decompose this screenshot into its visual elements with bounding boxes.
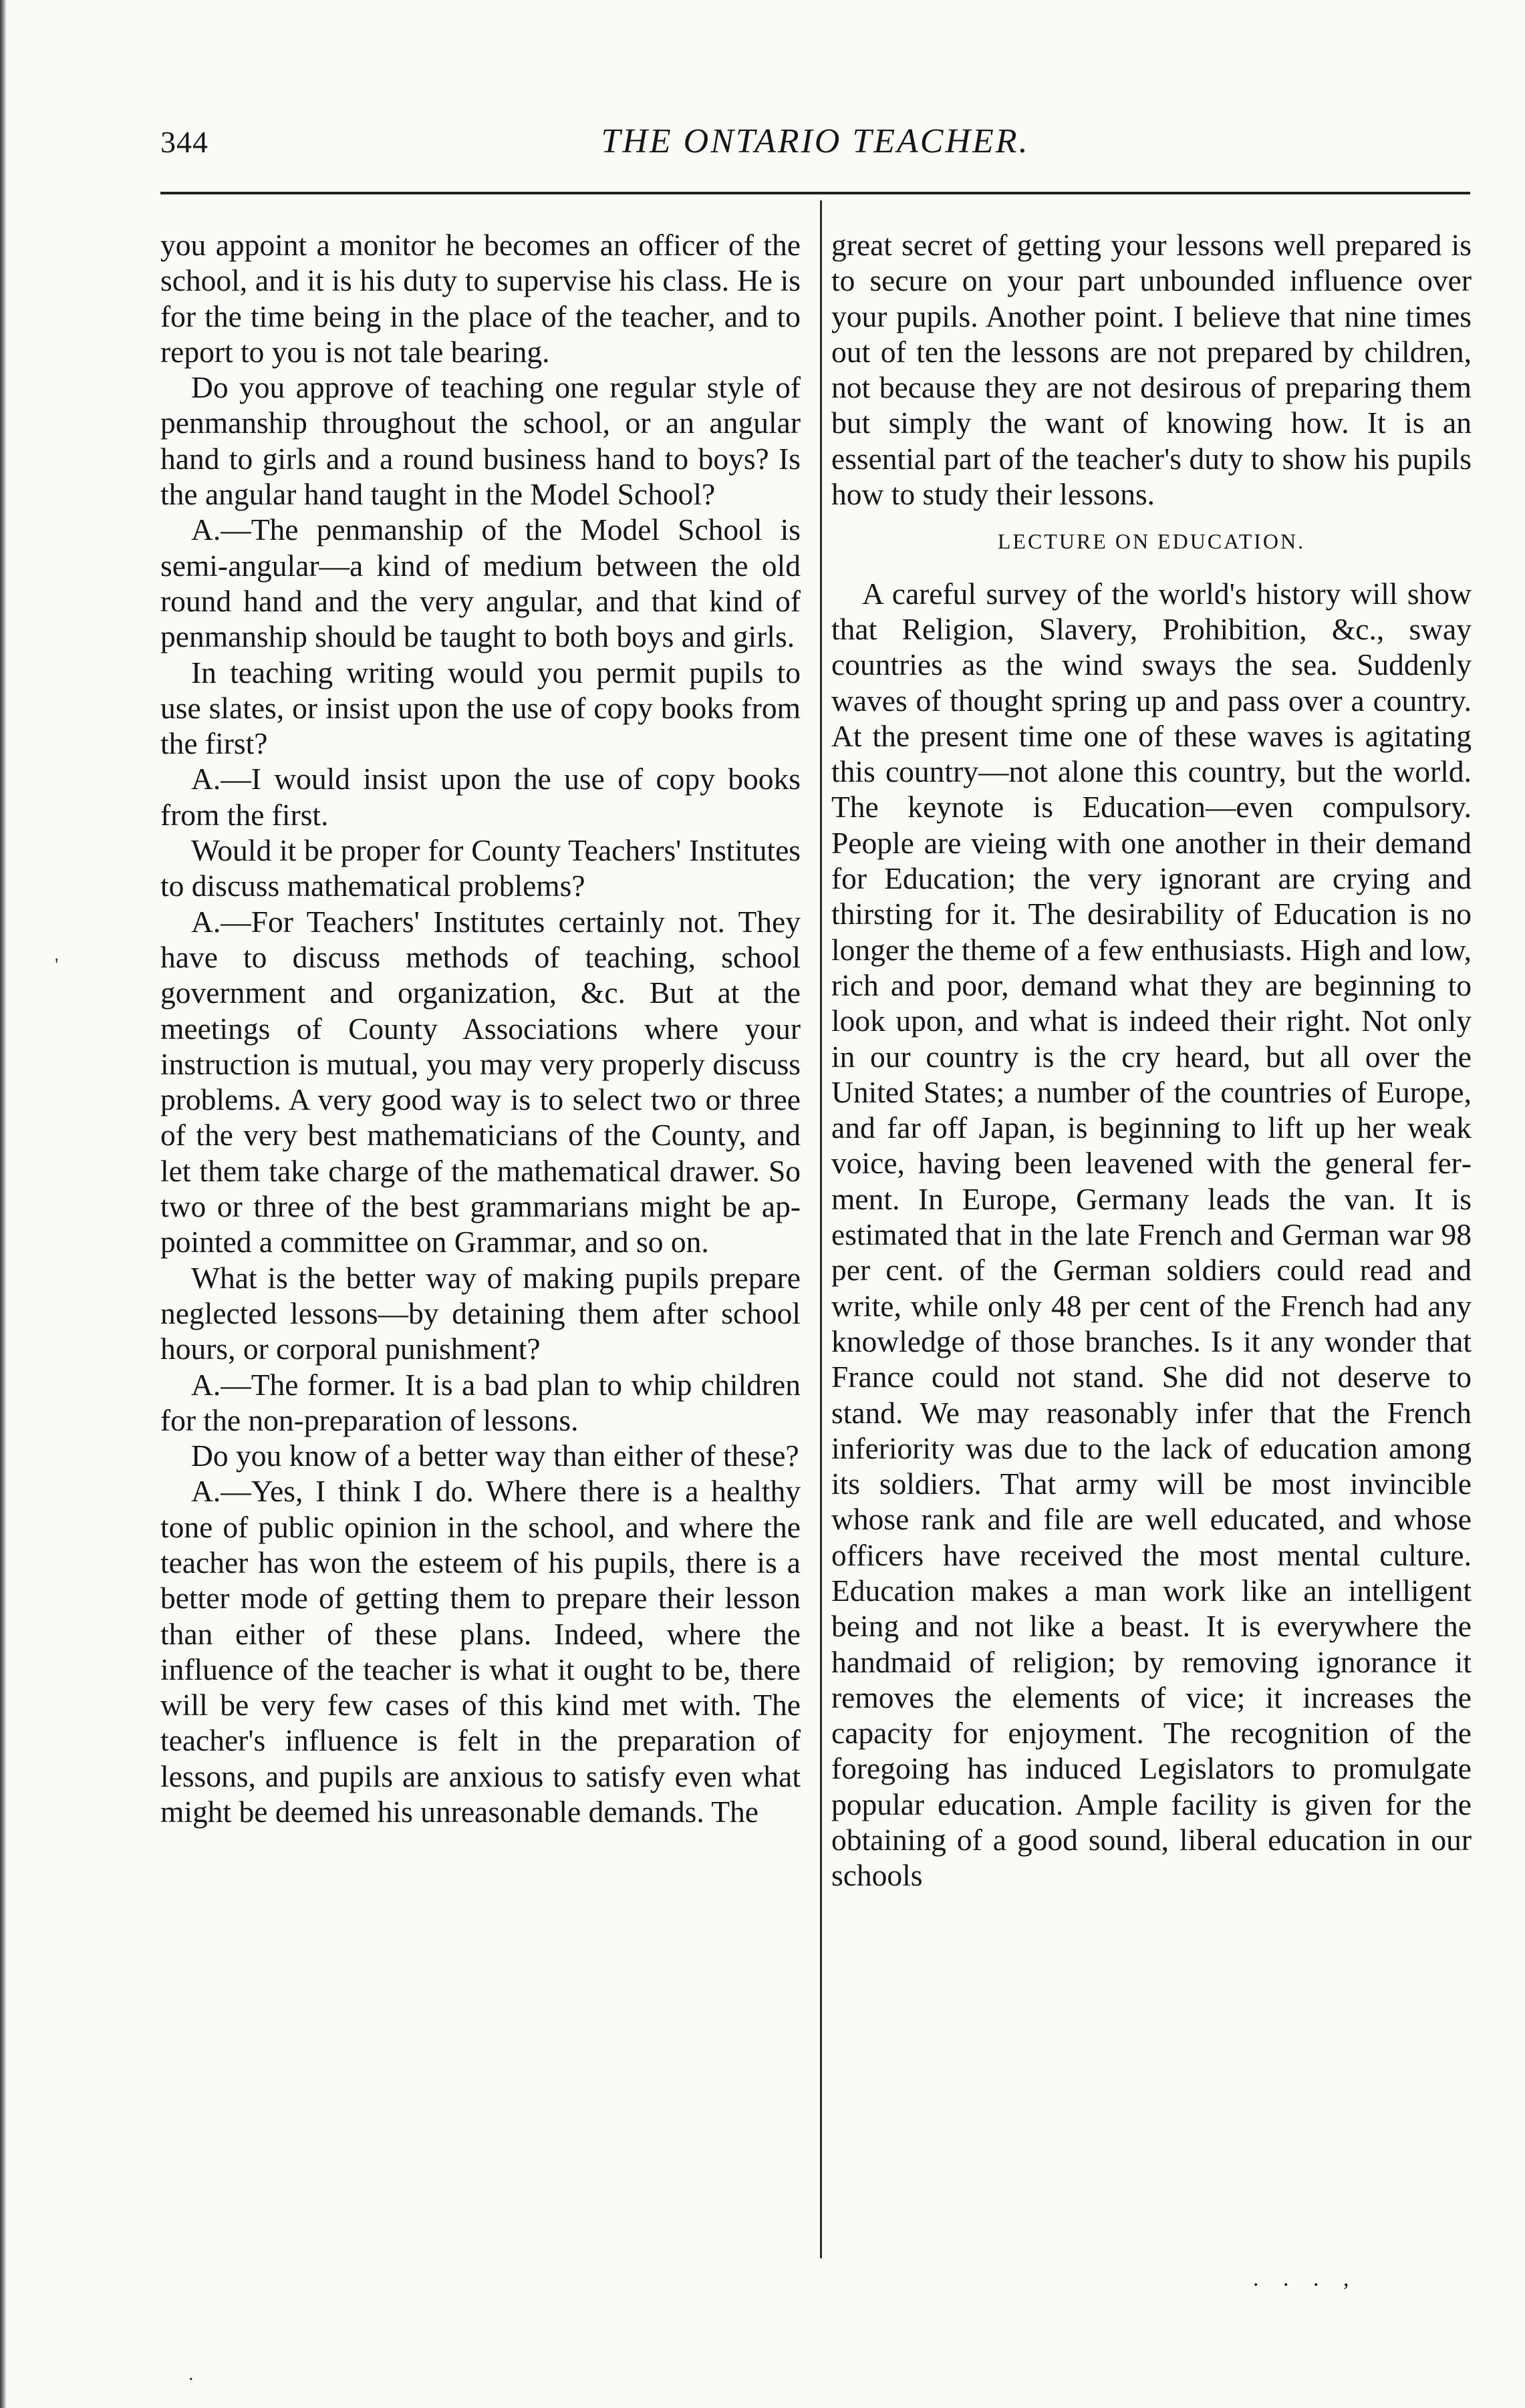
header-rule <box>160 192 1470 194</box>
running-title: THE ONTARIO TEACHER. <box>601 122 1030 160</box>
right-column <box>831 227 1472 1894</box>
print-speck: ' <box>55 954 59 976</box>
paragraph: A.—The former. It is a bad plan to whip children for the non-preparation of lessons. <box>160 1367 801 1437</box>
paragraph: A.—I would insist upon the use of copy books from the first. <box>160 762 801 832</box>
paragraph: Do you know of a better way than either of these? <box>191 1439 799 1473</box>
paragraph: you appoint a monitor he becomes an officer of the school, and it is his duty to supervise his class. He is for the time being in the place of the teacher, and to report to you is not tale bearing. <box>160 228 801 369</box>
paragraph: A.—The penmanship of the Model School is semi-angular—a kind of medium between the old round hand and the very angular, and that kind of penmanship should be taught to both boys and girls. <box>160 512 801 654</box>
paragraph: Would it be proper for County Teachers' Institutes to discuss mathematical problems? <box>160 833 801 903</box>
column-divider <box>820 200 822 2258</box>
paragraph: A.—For Teachers' Institutes certainly not. They have to discuss methods of teaching, school government and organization, &c. But at the meetings of County Associations where your instruction is mutual, you may very properly discuss problems. A very good way is to select two or three of the very best mathematicians of the County, and let them take charge of the mathematical drawer. So two or three of the best grammarians might be appointed a committee on Grammar, and so on. <box>160 904 801 1259</box>
print-speck: . <box>188 2363 194 2385</box>
paragraph: A.—Yes, I think I do. Where there is a healthy tone of public opinion in the school, and where the teacher has won the esteem of his pupils, there is a better mode of getting them to prepare their lesson than either of these plans. Indeed, where the influence of the teacher is what it ought to be, there will be very few cases of this kind met with. The teacher's influence is felt in the preparation of lessons, and pupils are anxious to satisfy even what might be deemed his unreasonable demands. The <box>160 1474 801 1829</box>
page-number: 344 <box>160 125 209 159</box>
print-marks: . . . , <box>1253 2266 1359 2291</box>
paragraph: A careful survey of the world's history will show that Religion, Slavery, Prohibition, &c., sway countries as the wind sways the sea. Suddenly waves of thought spring up and pass over a country. At the present time one of these waves is agitating this country—not alone this country, but the world. The keynote is Education—even compulsory. People are vieing with one another in their demand for Education; the very ignorant are crying and thirsting for it. The desirability of Education is no longer the theme of a few enthusiasts. High and low, rich and poor, demand what they are beginning to look upon, and what is indeed their right. Not only in our country is the cry heard, but all over the United States; a number of the countries of Europe, and far off Japan, is beginning to lift up her weak voice, having been leavened with the general ferment. In Europe, Germany leads the van. It is estimated that in the late French and German war 98 per cent. of the German soldiers could read and write, while only 48 per cent of the French had any knowledge of those branches. Is it any wonder that France could not stand. She did not deserve to stand. We may reasonably infer that the French inferiority was due to the lack of education among its soldiers. That army will be most invincible whose rank and file are well educated, and whose officers have received the most mental culture. Education makes a man work like an intelligent being and not like a beast. It is everywhere the handmaid of religion; by removing ignorance it removes the elements of vice; it increases the capacity for enjoyment. The recognition of the foregoing has induced Legislators to promulgate popular education. Ample facility is given for the obtaining of a good sound, liberal education in our schools <box>831 576 1472 1893</box>
scan-edge <box>0 0 7 2408</box>
paragraph: Do you approve of teaching one regular style of penmanship throughout the school, or an angular hand to girls and a round business hand to boys? Is the angular hand taught in the Model School? <box>160 370 801 512</box>
page-header <box>160 122 1470 175</box>
paragraph: What is the better way of making pupils prepare neglected lessons—by detaining them after school hours, or corporal punishment? <box>160 1260 801 1366</box>
left-column <box>160 227 801 1829</box>
paragraph: great secret of getting your lessons well prepared is to secure on your part unbounded influence over your pupils. Another point. I believe that nine times out of ten the lessons are not prepared by children, not because they are not desirous of preparing them but simply the want of knowing how. It is an essential part of the teacher's duty to show his pupils how to study their lessons. <box>831 228 1472 512</box>
section-heading: LECTURE ON EDUCATION. <box>997 529 1306 554</box>
paragraph: In teaching writing would you permit pupils to use slates, or insist upon the use of copy books from the first? <box>160 655 801 761</box>
